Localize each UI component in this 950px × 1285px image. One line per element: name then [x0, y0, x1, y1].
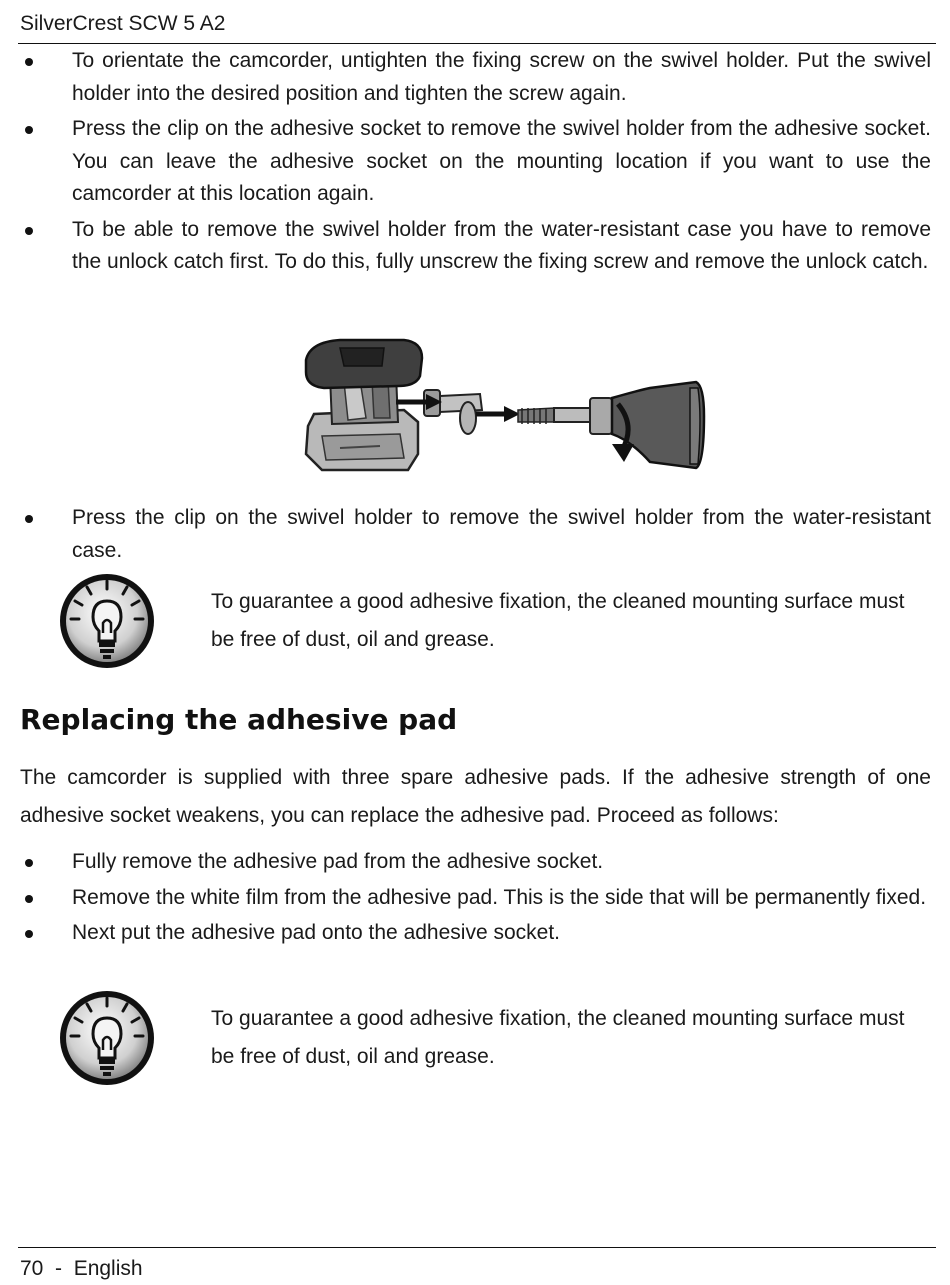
list-item-text: Next put the adhesive pad onto the adhesive socket.	[72, 921, 560, 944]
list-item	[0, 45, 950, 110]
list-item-text: Remove the white film from the adhesive pad. This is the side that will be permanently fixed.	[72, 885, 927, 909]
bullet-dot	[25, 930, 33, 938]
bullet-list-2	[0, 502, 950, 570]
list-item-text: To orientate the camcorder, untighten the fixing screw on the swivel holder. Put the swivel holder into the desired position and tighten the screw again.	[72, 49, 931, 105]
list-item-text: Press the clip on the swivel holder to remove the swivel holder from the water-resistant case.	[72, 506, 931, 562]
lightbulb-icon	[57, 988, 157, 1088]
bullet-dot	[25, 859, 33, 867]
footer-rule	[18, 1247, 936, 1248]
tip-note-text: To guarantee a good adhesive fixation, the cleaned mounting surface must be free of dust, oil and grease.	[211, 1007, 905, 1068]
list-item-text: Press the clip on the adhesive socket to remove the swivel holder from the adhesive socket. You can leave the adhesive socket on the mounting location if you want to use the camcorder at this location again.	[72, 117, 931, 205]
tip-note-text: To guarantee a good adhesive fixation, the cleaned mounting surface must be free of dust, oil and grease.	[211, 590, 905, 651]
bullet-dot	[25, 126, 33, 134]
page-header: SilverCrest SCW 5 A2	[20, 12, 226, 35]
list-item-text: Fully remove the adhesive pad from the adhesive socket.	[72, 850, 604, 873]
list-item-text: To be able to remove the swivel holder from the water-resistant case you have to remove the unlock catch first. To do this, fully unscrew the fixing screw and remove the unlock catch.	[72, 217, 931, 273]
swivel-holder-illustration	[300, 336, 710, 476]
intro-paragraph: The camcorder is supplied with three spare adhesive pads. If the adhesive strength of one adhesive socket weakens, you can replace the adhesive pad. Proceed as follows:	[20, 766, 931, 827]
bullet-dot	[25, 895, 33, 903]
bullet-dot	[25, 58, 33, 66]
list-item	[0, 214, 950, 279]
lightbulb-icon	[57, 571, 157, 671]
list-item	[0, 846, 950, 879]
list-item	[0, 917, 950, 950]
bullet-list-1	[0, 45, 950, 282]
tip-note	[0, 988, 950, 1088]
section-heading: Replacing the adhesive pad	[20, 703, 458, 736]
header-rule	[18, 43, 936, 44]
list-item	[0, 113, 950, 211]
bullet-dot	[25, 515, 33, 523]
bullet-dot	[25, 227, 33, 235]
list-item	[0, 502, 950, 567]
tip-note	[0, 571, 950, 671]
list-item	[0, 882, 950, 915]
page-footer: 70 - English	[20, 1257, 143, 1280]
bullet-list-3	[0, 846, 950, 953]
